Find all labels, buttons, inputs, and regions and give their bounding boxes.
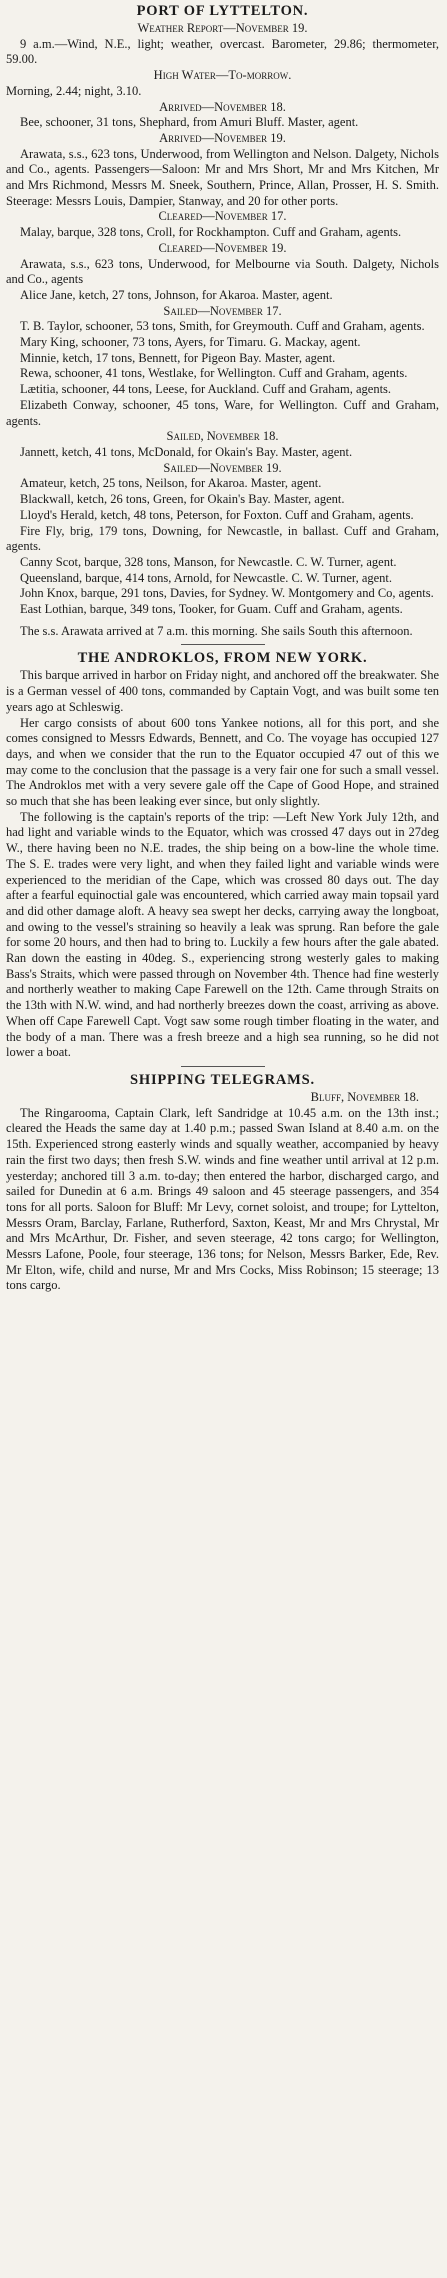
- article-paragraph: The following is the captain's reports of the trip: —Left New York July 12th, and had light and variable winds to the Equator, which was crossed 47 days out in 27deg W., there having been no N.E. trades, the ship being on a bow-line the whole time. The S. E. trades were very light, and when they failed light and variable winds were experienced to the meridian of the Cape, which was crossed 80 days out. The day after a fearful equinoctial gale was encountered, which carried away main topsail yard and did other damage aloft. A heavy sea swept her decks, carrying away the longboat, and owing to the vessel's straining so heavily a leak was sprung. Ran before the gale for some 20 hours, and then had to bring to. Luckily a few hours after the gale abated. Ran down the easting in 40deg. S., experiencing strong westerly gales to making Bass's Straits, which were passed through on November 4th. Thence had fine westerly and northerly weather to making Cape Farewell on the 12th. Came through Straits on the 13th with N.W. wind, and had northerly breezes down the coast, arriving as above. When off Cape Farewell Capt. Vogt saw some rough timber floating in the water, and the body of a man. There was a fresh breeze and a high sea running, so he did not lower a boat.: [6, 809, 439, 1060]
- sailed-nov19-heading: Sailed—November 19.: [163, 460, 282, 475]
- shipping-entry: East Lothian, barque, 349 tons, Tooker, for Guam. Cuff and Graham, agents.: [20, 602, 403, 617]
- weather-heading: Weather Report—November 19.: [137, 21, 308, 35]
- shipping-entry: Elizabeth Conway, schooner, 45 tons, Ware, for Wellington. Cuff and Graham, agents.: [6, 397, 439, 428]
- sailed-section: [6, 304, 439, 618]
- shipping-entry: Arawata, s.s., 623 tons, Underwood, for Melbourne via South. Dalgety, Nichols and Co., agents: [6, 256, 439, 287]
- article-paragraph: Her cargo consists of about 600 tons Yankee notions, all for this port, and she comes consigned to Messrs Edwards, Bennett, and Co. The voyage has occupied 127 days, and when we consider that the run to the Equator occupied 47 out of this we may come to the conclusion that the passage is a very fair one for such a small vessel. The Androklos met with a very severe gale off the Cape of Good Hope, and strained so much that she has been leaking ever since, but only slightly.: [6, 715, 439, 809]
- shipping-entry: Queensland, barque, 414 tons, Arnold, for Newcastle. C. W. Turner, agent.: [20, 570, 393, 585]
- high-water-times: Morning, 2.44; night, 3.10.: [6, 83, 142, 98]
- shipping-entry: Lloyd's Herald, ketch, 48 tons, Peterson, for Foxton. Cuff and Graham, agents.: [20, 507, 414, 522]
- telegram-dateline: Bluff, November 18.: [310, 1090, 419, 1104]
- shipping-entry: John Knox, barque, 291 tons, Davies, for Sydney. W. Montgomery and Co, agents.: [20, 586, 434, 601]
- shipping-entry: Amateur, ketch, 25 tons, Neilson, for Akaroa. Master, agent.: [20, 476, 322, 491]
- shipping-entry: Bee, schooner, 31 tons, Shephard, from Amuri Bluff. Master, agent.: [20, 115, 359, 130]
- sailed-nov18-heading: Sailed, November 18.: [166, 429, 279, 444]
- weather-report: [6, 21, 439, 100]
- arrived-nov18-heading: Arrived—November 18.: [159, 99, 286, 114]
- androklos-article: [6, 649, 439, 1061]
- shipping-entry: Arawata, s.s., 623 tons, Underwood, from Wellington and Nelson. Dalgety, Nichols and Co., agents. Passengers—Saloon: Mr and Mrs Short, Mr and Mrs Kitchen, Mr and Mrs Richmond, Messrs M. Sneek, Southern, Prince, Allan, Prosser, H. S. Smith. Steerage: Messrs Louis, Dampier, Stanway, and 20 for other ports.: [6, 146, 439, 208]
- shipping-entry: Canny Scot, barque, 328 tons, Manson, for Newcastle. C. W. Turner, agent.: [20, 554, 397, 569]
- arrived-nov19-heading: Arrived—November 19.: [159, 130, 286, 145]
- shipping-entry: Alice Jane, ketch, 27 tons, Johnson, for Akaroa. Master, agent.: [20, 287, 333, 302]
- cleared-nov19-heading: Cleared—November 19.: [158, 240, 287, 255]
- shipping-entry: Rewa, schooner, 41 tons, Westlake, for Wellington. Cuff and Graham, agents.: [20, 366, 408, 381]
- telegrams-article: [6, 1071, 439, 1294]
- page-title: PORT OF LYTTELTON.: [136, 3, 309, 19]
- shipping-entry: Fire Fly, brig, 179 tons, Downing, for Newcastle, in ballast. Cuff and Graham, agents.: [6, 523, 439, 554]
- shipping-entry: Mary King, schooner, 73 tons, Ayers, for Timaru. G. Mackay, agent.: [20, 335, 361, 350]
- androklos-heading: THE ANDROKLOS, FROM NEW YORK.: [77, 650, 368, 667]
- high-water-heading: High Water—To-morrow.: [153, 68, 292, 83]
- shipping-entry: Malay, barque, 328 tons, Croll, for Rockhampton. Cuff and Graham, agents.: [20, 225, 402, 240]
- article-paragraph: This barque arrived in harbor on Friday night, and anchored off the breakwater. She is a German vessel of 400 tons, commanded by Captain Vogt, and was built some ten years ago at Schleswig.: [6, 668, 439, 714]
- shipping-entry: Jannett, ketch, 41 tons, McDonald, for Okain's Bay. Master, agent.: [20, 444, 353, 459]
- shipping-entry: Lætitia, schooner, 44 tons, Leese, for Auckland. Cuff and Graham, agents.: [20, 382, 392, 397]
- shipping-entry: T. B. Taylor, schooner, 53 tons, Smith, for Greymouth. Cuff and Graham, agents.: [20, 319, 425, 334]
- weather-details: 9 a.m.—Wind, N.E., light; weather, overcast. Barometer, 29.86; thermometer, 59.00.: [6, 36, 439, 67]
- sailed-nov17-heading: Sailed—November 17.: [163, 303, 282, 318]
- article-paragraph: The Ringarooma, Captain Clark, left Sandridge at 10.45 a.m. on the 13th inst.; cleared the Heads the same day at 1.40 p.m.; passed Swan Island at 8.40 a.m. on the 15th. Experienced strong easterly winds and squally weather, accompanied by heavy rain the first two days; then fresh S.W. winds and fine weather until arrival at 12 p.m. yesterday; anchored till 3 a.m. to-day; then entered the harbor, discharged cargo, and sailed for Dunedin at 6 a.m. Brings 49 saloon and 45 steerage passengers, and 354 tons for all ports. Saloon for Bluff: Mr Levy, cornet soloist, and troupe; for Lyttelton, Messrs Oram, Barclay, Farlane, Rutherford, Saxton, Keast, Mr and Mrs Chrystal, Mr and Mrs McArthur, Dr. Fisher, and seven steerage, 42 tons cargo; for Wellington, Messrs Lafone, Poole, four steerage, 136 tons; for Nelson, Messrs Barker, Ede, Rev. Mr Elton, wife, child and nurse, Mr and Mrs Cocks, Miss Robinson; 15 steerage; 13 tons cargo.: [6, 1105, 439, 1293]
- telegrams-heading: SHIPPING TELEGRAMS.: [130, 1072, 315, 1088]
- section-divider: [181, 1066, 265, 1067]
- shipping-entry: Blackwall, ketch, 26 tons, Green, for Okain's Bay. Master, agent.: [20, 492, 345, 507]
- cleared-nov17-heading: Cleared—November 17.: [158, 209, 287, 224]
- cleared-section: [6, 209, 439, 303]
- section-divider: [181, 644, 265, 645]
- shipping-entry: Minnie, ketch, 17 tons, Bennett, for Pigeon Bay. Master, agent.: [20, 350, 336, 365]
- arawata-note: The s.s. Arawata arrived at 7 a.m. this morning. She sails South this afternoon.: [20, 623, 413, 638]
- arrived-section: [6, 100, 439, 210]
